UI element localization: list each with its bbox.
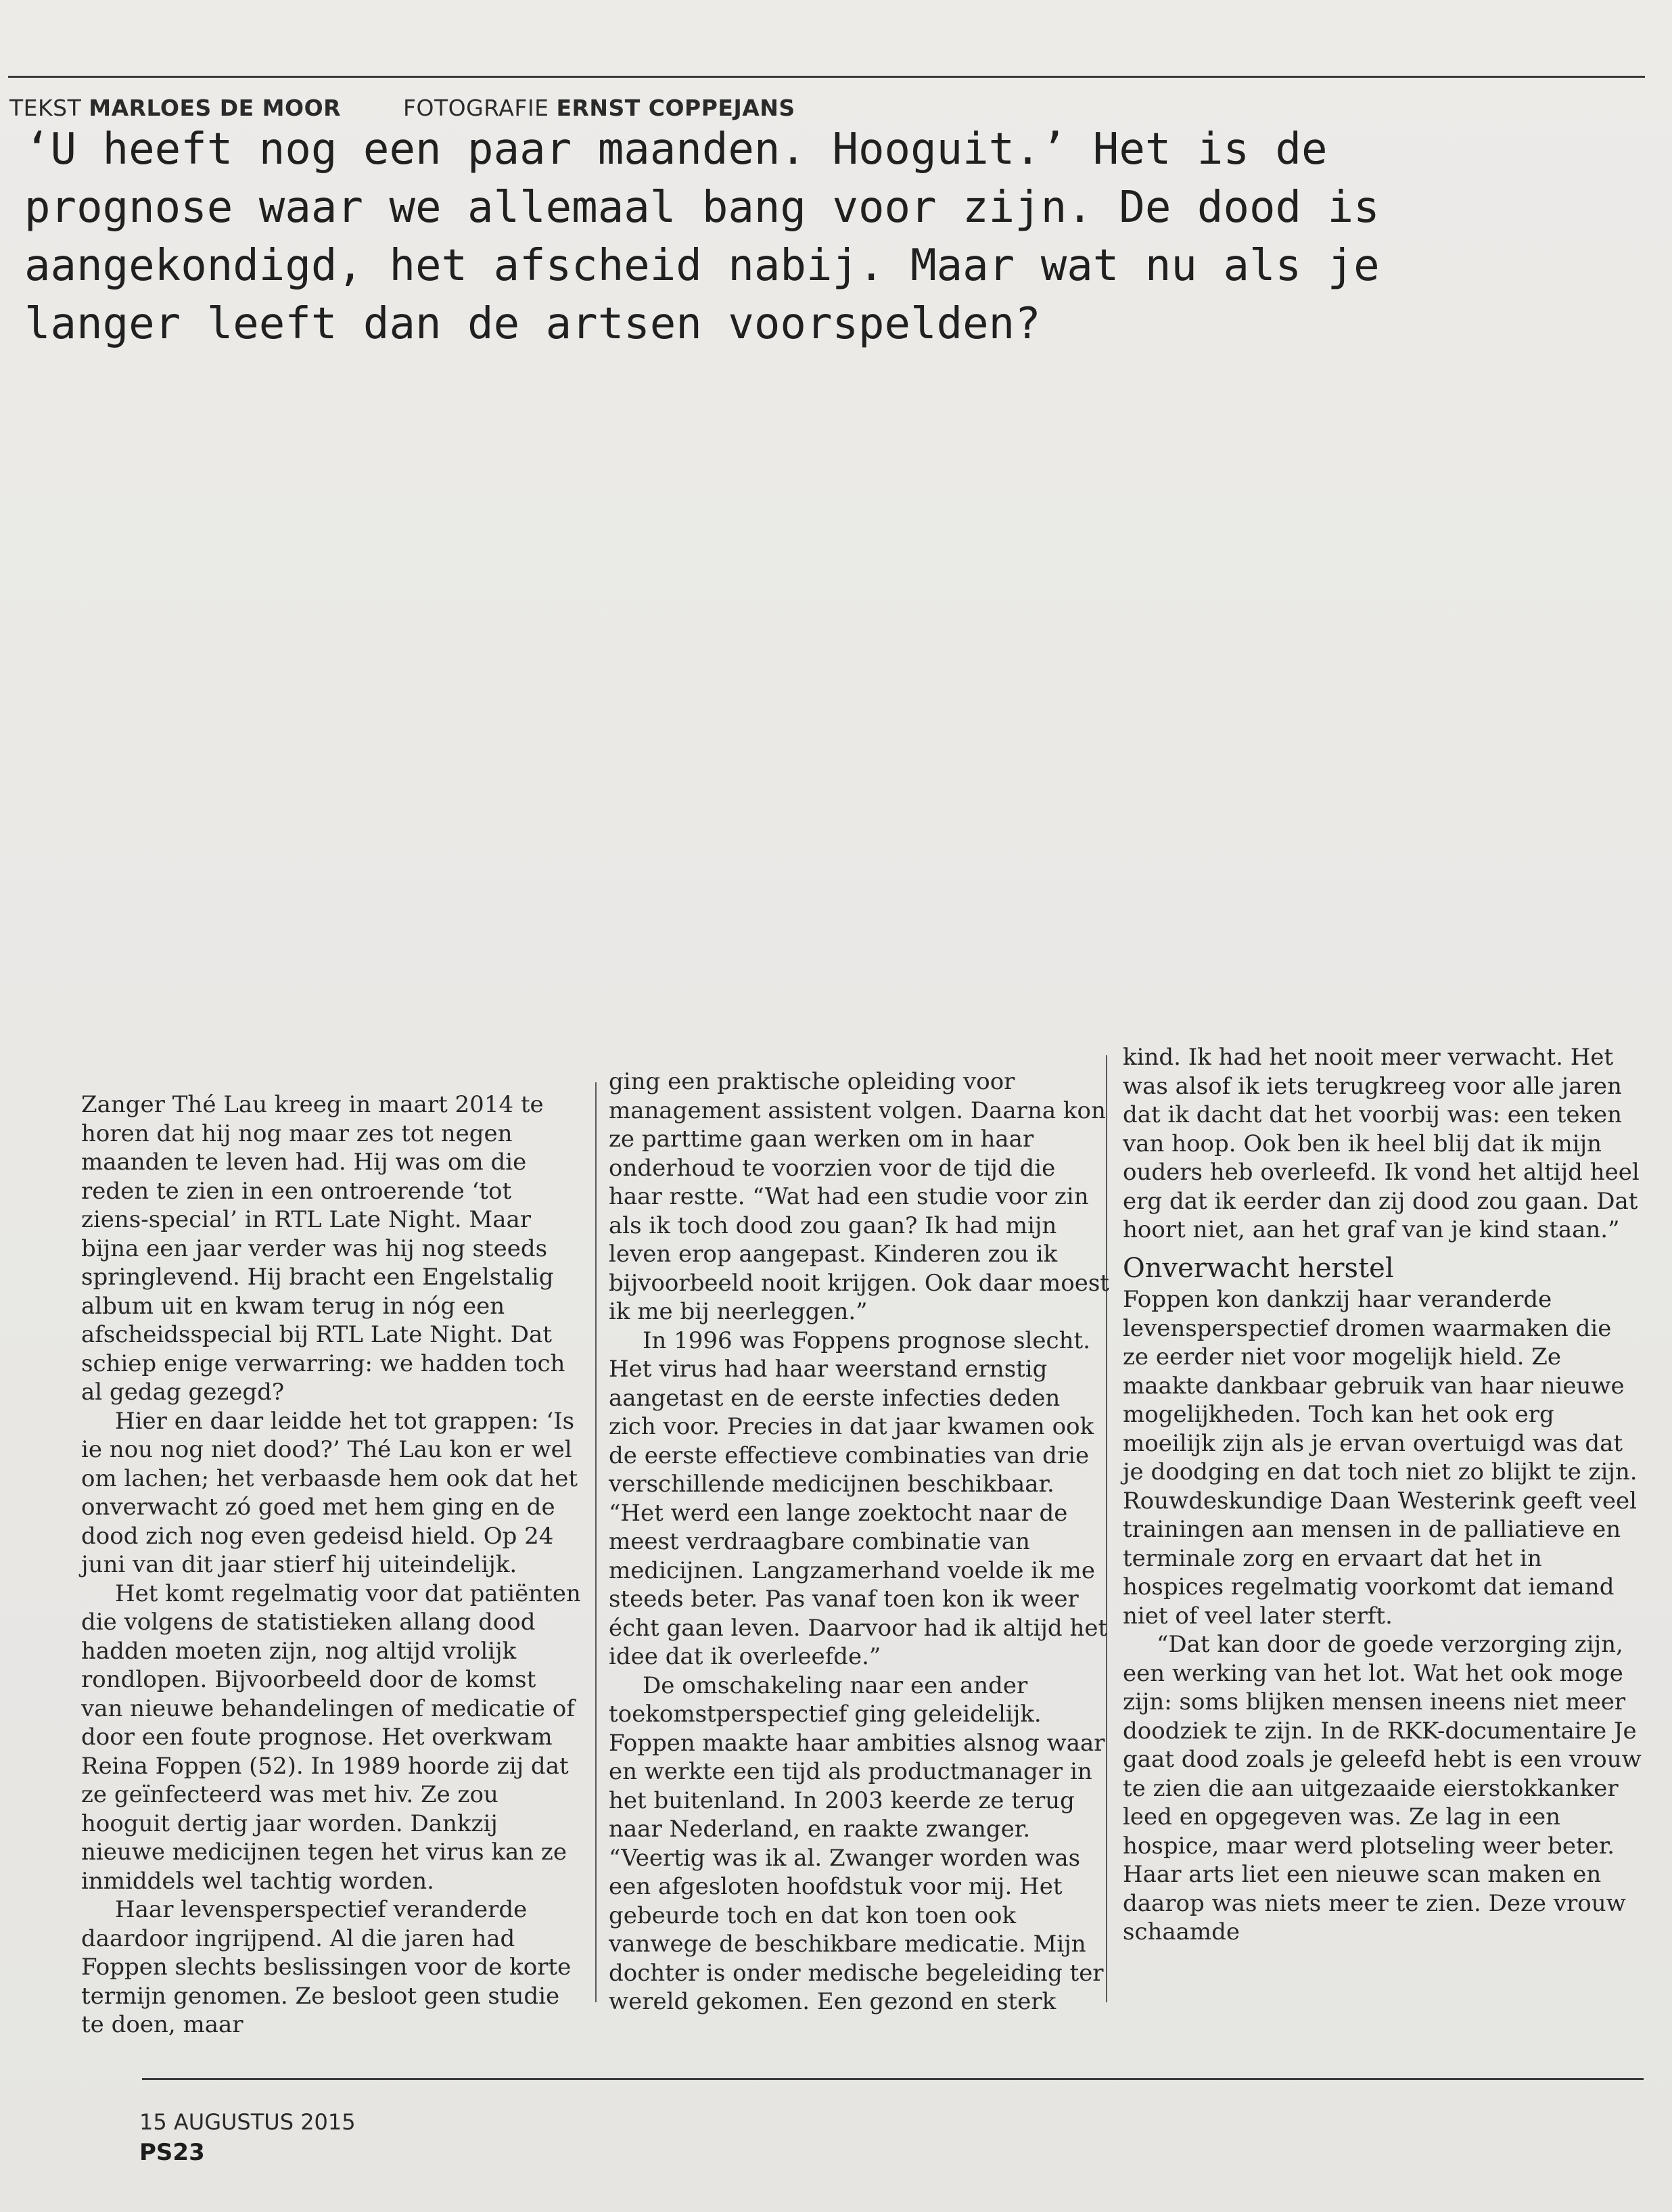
text-label: TEKST (9, 95, 82, 121)
article-column-3 (1123, 1043, 1644, 1950)
column-divider-1 (595, 1082, 597, 2002)
article-column-1 (81, 1090, 582, 2038)
paragraph: Haar levensperspectief veranderde daardoor ingrijpend. Al die jaren had Foppen slechts beslissingen voor de korte termijn genomen. Ze besloot geen studie te doen, maar (81, 1896, 572, 2038)
paragraph: Foppen kon dankzij haar veranderde levensperspectief dromen waarmaken die ze eerder niet voor mogelijk hield. Ze maakte dankbaar gebruik van haar nieuwe mogelijkheden. Toch kan het ook erg moeilijk zijn als je ervan overtuigd was dat je doodging en dat toch niet zo blijkt te zijn. Rouwdeskundige Daan Westerink geeft veel trainingen aan mensen in de palliatieve en terminale zorg en ervaart dat het in hospices regelmatig voorkomt dat iemand niet of veel later sterft. (1123, 1286, 1638, 1630)
paragraph: Het komt regelmatig voor dat patiënten die volgens de statistieken allang dood hadden moeten zijn, nog altijd vrolijk rondlopen. Bijvoorbeeld door de komst van nieuwe behandelingen of medicatie of door een foute prognose. Het overkwam Reina Foppen (52). In 1989 hoorde zij dat ze geïnfecteerd was met hiv. Ze zou hooguit dertig jaar worden. Dankzij nieuwe medicijnen tegen het virus kan ze inmiddels wel tachtig worden. (81, 1580, 581, 1895)
top-rule (8, 76, 1645, 78)
photo-author: ERNST COPPEJANS (556, 95, 795, 121)
paragraph: De omschakeling naar een ander toekomstperspectief ging geleidelijk. Foppen maakte haar ambities alsnog waar en werkte een tijd als productmanager in het buitenland. In 2003 keerde ze terug naar Nederland, en raakte zwanger. “Veertig was ik al. Zwanger worden was een afgesloten hoofdstuk voor mij. Het gebeurde toch en dat kon toen ook vanwege de beschikbare medicatie. Mijn dochter is onder medische begeleiding ter wereld gekomen. Een gezond en sterk (609, 1672, 1105, 2015)
paragraph: Hier en daar leidde het tot grappen: ‘Is ie nou nog niet dood?’ Thé Lau kon er wel om lachen; het verbaasde hem ook dat het onverwacht zó goed met hem ging en de dood zich nog even gedeisd hield. Op 24 juni van dit jaar stierf hij uiteindelijk. (81, 1407, 578, 1578)
paragraph: Zanger Thé Lau kreeg in maart 2014 te horen dat hij nog maar zes tot negen maanden te leven had. Hij was om die reden te zien in een ontroerende ‘tot ziens-special’ in RTL Late Night. Maar bijna een jaar verder was hij nog steeds springlevend. Hij bracht een Engelstalig album uit en kwam terug in nóg een afscheidsspecial bij RTL Late Night. Dat schiep enige verwarring: we hadden toch al gedag gezegd? (81, 1091, 565, 1406)
paragraph: ging een praktische opleiding voor management assistent volgen. Daarna kon ze parttime gaan werken om in haar onderhoud te voorzien voor de tijd die haar restte. “Wat had een studie voor zin als ik toch dood zou gaan? Ik had mijn leven erop aangepast. Kinderen zou ik bijvoorbeeld nooit krijgen. Ook daar moest ik me bij neerleggen.” (609, 1068, 1109, 1325)
text-author: MARLOES DE MOOR (89, 95, 342, 121)
paragraph: In 1996 was Foppens prognose slecht. Het virus had haar weerstand ernstig aangetast en de eerste infecties deden zich voor. Precies in dat jaar kwamen ook de eerste effectieve combinaties van drie verschillende medicijnen beschikbaar. “Het werd een lange zoektocht naar de meest verdraagbare combinatie van medicijnen. Langzamerhand voelde ik me steeds beter. Pas vanaf toen kon ik weer écht gaan leven. Daarvoor had ik altijd het idee dat ik overleefde.” (609, 1327, 1108, 1670)
credits-line (9, 95, 795, 121)
paragraph: “Dat kan door de goede verzorging zijn, een werking van het lot. Wat het ook moge zijn: soms blijken mensen ineens niet meer doodziek te zijn. In de RKK-documentaire Je gaat dood zoals je geleefd hebt is een vrouw te zien die aan uitgezaaide eierstokkanker leed en opgegeven was. Ze lag in een hospice, maar werd plotseling weer beter. Haar arts liet een nieuwe scan maken en daarop was niets meer te zien. Deze vrouw schaamde (1123, 1631, 1642, 1945)
publication-name: PS23 (139, 2139, 205, 2166)
section-subhead: Onverwacht herstel (1123, 1252, 1394, 1284)
headline: ‘U heeft nog een paar maanden. Hooguit.’ Het is de prognose waar we allemaal bang voor zijn. De dood is aangekondigd, het afscheid nabij. Maar wat nu als je langer leeft dan de artsen voorspelden? (24, 124, 1380, 349)
article-column-2 (609, 1067, 1109, 2015)
photo-label: FOTOGRAFIE (403, 95, 549, 121)
issue-date: 15 AUGUSTUS 2015 (139, 2109, 356, 2135)
bottom-rule (142, 2078, 1644, 2080)
paragraph: kind. Ik had het nooit meer verwacht. Het was alsof ik iets terugkreeg voor alle jaren dat ik dacht dat het voorbij was: een teken van hoop. Ook ben ik heel blij dat ik mijn ouders heb overleefd. Ik vond het altijd heel erg dat ik eerder dan zij dood zou gaan. Dat hoort niet, aan het graf van je kind staan.” (1123, 1044, 1640, 1243)
